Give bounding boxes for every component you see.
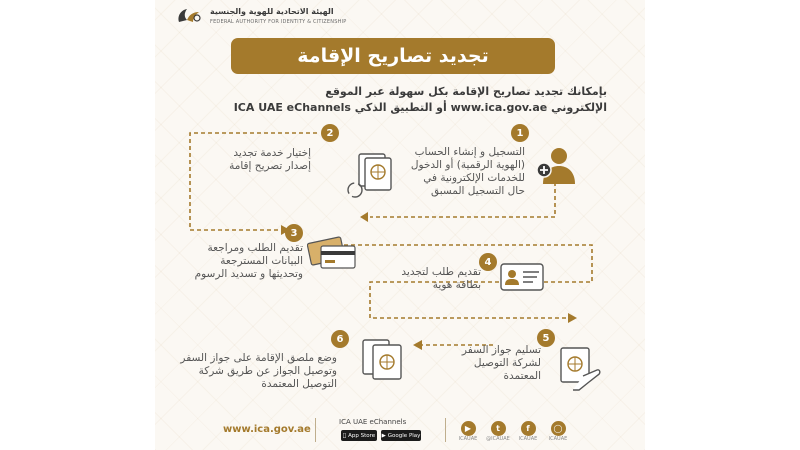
step-1-line: التسجيل و إنشاء الحساب: [414, 146, 525, 158]
step-6-line: وتوصيل الجواز عن طريق شركة: [198, 365, 337, 377]
step-2-text: [191, 147, 311, 173]
authority-emblem-icon: [173, 6, 205, 26]
social-facebook[interactable]: [515, 421, 541, 442]
step-5-line: تسليم جواز السفر: [461, 344, 541, 356]
social-handle: ICAUAE: [458, 436, 478, 442]
google-play-label: Google Play: [387, 432, 421, 439]
hand-passport-icon: [553, 346, 605, 394]
step-2-line: إختيار خدمة تجديد: [233, 147, 311, 159]
step-6-line: التوصيل المعتمدة: [261, 378, 337, 390]
app-store-label: App Store: [346, 432, 374, 439]
app-store-badge[interactable]: [341, 430, 377, 441]
youtube-icon: ▶: [461, 421, 476, 436]
step-1-line: (الهوية الرقمية) أو الدخول: [410, 159, 525, 171]
step-6-text: [157, 352, 337, 391]
step-1-line: للخدمات الإلكترونية في: [423, 172, 525, 184]
step-5-line: لشركة التوصيل: [473, 357, 541, 369]
step-4-line: تقديم طلب لتجديد: [401, 266, 481, 278]
footer-divider: [445, 418, 446, 442]
step-6-number: 6: [331, 330, 349, 348]
social-youtube[interactable]: [455, 421, 481, 442]
title-banner: [231, 38, 555, 74]
google-play-badge[interactable]: [381, 430, 421, 441]
step-3-number: 3: [285, 224, 303, 242]
website-link[interactable]: www.ica.gov.ae: [223, 424, 311, 435]
step-4-line: بطاقة هوية: [432, 279, 481, 291]
user-add-icon: [535, 146, 577, 186]
app-name: ICA UAE eChannels: [339, 418, 407, 426]
step-5-number: 5: [537, 329, 555, 347]
step-3-line: البيانات المسترجعة: [220, 255, 303, 267]
intro-line-2: الإلكتروني www.ica.gov.ae أو التطبيق الذكي ICA UAE eChannels: [233, 101, 607, 114]
step-6-line: وضع ملصق الإقامة على جواز السفر: [180, 352, 337, 364]
social-handle: @ICAUAE: [486, 436, 510, 442]
apple-icon: [343, 433, 346, 439]
step-3-text: [163, 242, 303, 281]
step-3-line: وتحديثها و تسديد الرسوم: [194, 268, 303, 280]
passport-renew-icon: [345, 152, 397, 200]
play-icon: ▶: [381, 432, 386, 439]
step-1-line: حال التسجيل المسبق: [430, 185, 525, 197]
step-1-number: 1: [511, 124, 529, 142]
authority-name-en: FEDERAL AUTHORITY FOR IDENTITY & CITIZENSHIP: [210, 19, 347, 25]
footer-divider: [315, 418, 316, 442]
social-twitter[interactable]: [485, 421, 511, 442]
step-3-line: تقديم الطلب ومراجعة: [207, 242, 303, 254]
facebook-icon: f: [521, 421, 536, 436]
page-title: تجديد تصاريح الإقامة: [297, 45, 489, 67]
step-5-line: المعتمدة: [503, 370, 541, 382]
step-4-text: [381, 266, 481, 292]
twitter-icon: t: [491, 421, 506, 436]
social-handle: ICAUAE: [548, 436, 568, 442]
payment-cards-icon: [307, 236, 359, 272]
step-1-text: [385, 146, 525, 198]
passports-icon: [359, 336, 411, 384]
instagram-icon: ◯: [551, 421, 566, 436]
intro-line-1: بإمكانك تجديد تصاريح الإقامة بكل سهولة عبر الموقع: [325, 85, 607, 98]
infographic-canvas: [155, 0, 645, 450]
step-2-number: 2: [321, 124, 339, 142]
social-handle: ICAUAE: [518, 436, 538, 442]
authority-name-ar: الهيئة الاتحادية للهوية والجنسية: [210, 7, 334, 16]
step-5-text: [431, 344, 541, 383]
step-4-number: 4: [479, 253, 497, 271]
step-2-line: إصدار تصريح إقامة: [229, 160, 311, 172]
social-instagram[interactable]: [545, 421, 571, 442]
id-card-icon: [499, 261, 547, 293]
